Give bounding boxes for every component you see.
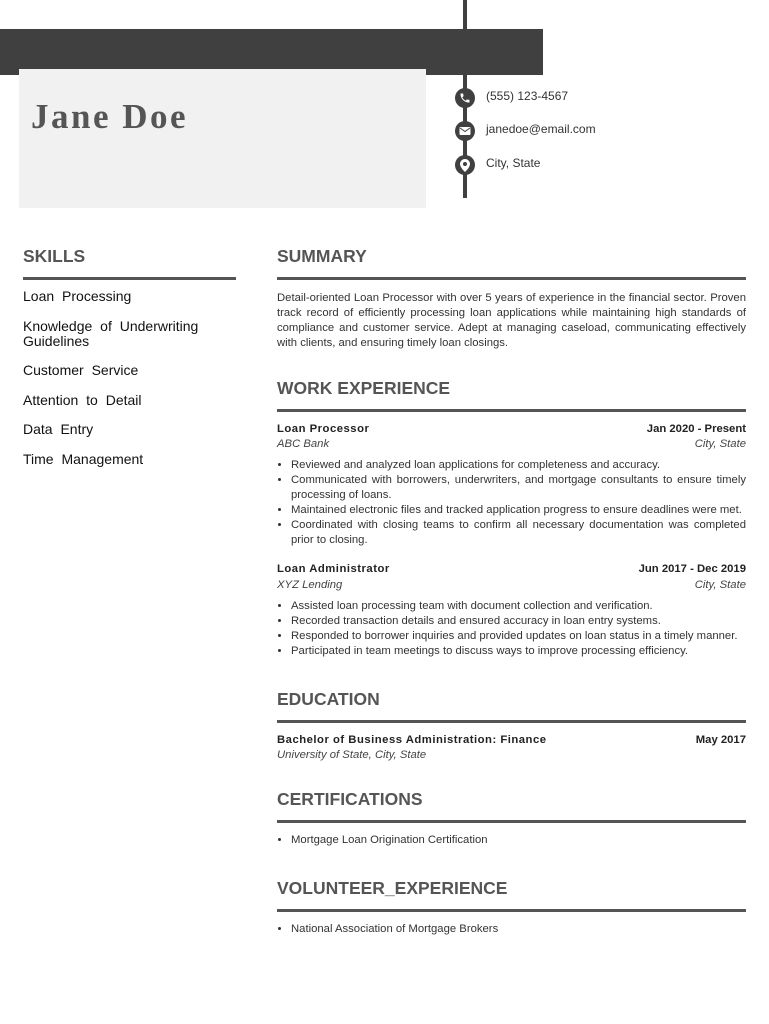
summary-heading: SUMMARY	[277, 246, 367, 266]
name-box	[19, 69, 426, 208]
divider	[277, 820, 746, 823]
skill-item: Loan Processing	[23, 288, 132, 304]
divider	[23, 277, 236, 280]
certification-item: • Mortgage Loan Origination Certification	[291, 833, 746, 848]
volunteer-list	[277, 922, 746, 937]
candidate-name: Jane Doe	[31, 97, 189, 136]
job-bullets	[277, 458, 746, 548]
phone-text: (555) 123-4567	[486, 89, 569, 103]
divider	[277, 909, 746, 912]
skills-heading: SKILLS	[23, 246, 86, 266]
job-title: Loan Administrator	[277, 563, 390, 575]
graduation-date: May 2017	[695, 734, 746, 746]
certifications-section	[277, 789, 746, 848]
work-heading: WORK EXPERIENCE	[277, 378, 451, 398]
skills-list	[23, 289, 236, 467]
skill-item: Customer Service	[23, 362, 139, 378]
job-location: City, State	[694, 438, 746, 450]
certifications-list	[277, 833, 746, 848]
skill-item: Data Entry	[23, 421, 94, 437]
skills-section	[23, 246, 236, 481]
email-icon	[455, 121, 475, 141]
location-text: City, State	[486, 156, 541, 170]
job-entry	[277, 422, 746, 548]
job-dates: Jan 2020 - Present	[646, 423, 746, 435]
volunteer-section	[277, 878, 746, 937]
divider	[277, 277, 746, 280]
skill-item: Attention to Detail	[23, 391, 142, 408]
summary-text: Detail-oriented Loan Processor with over 5 years of experience in the financial sector. Proven track record of efficiently processing loan applications while maintaining high standards of compliance and customer service. Adept at managing caseload, communicating effectively with clients, and ensuring timely loan closings.	[277, 292, 746, 349]
email-text: janedoe@email.com	[486, 122, 596, 136]
skill-item: Knowledge of Underwriting Guidelines	[23, 317, 199, 349]
phone-icon	[455, 88, 475, 108]
bullet-item: • Assisted loan processing team with document collection and verification.	[291, 599, 746, 614]
school: University of State, City, State	[277, 749, 427, 761]
divider	[277, 720, 746, 723]
volunteer-heading: VOLUNTEER_EXPERIENCE	[277, 878, 508, 898]
job-location: City, State	[694, 579, 746, 591]
job-title: Loan Processor	[277, 423, 370, 435]
degree: Bachelor of Business Administration: Finance	[277, 734, 547, 746]
bullet-item: • Communicated with borrowers, underwriters, and mortgage consultants to ensure timely processing of loans.	[291, 473, 746, 503]
job-dates: Jun 2017 - Dec 2019	[638, 563, 746, 575]
location-icon	[455, 155, 475, 175]
divider	[277, 409, 746, 412]
certifications-heading: CERTIFICATIONS	[277, 789, 423, 809]
job-company: ABC Bank	[277, 438, 330, 450]
main-column	[277, 246, 746, 937]
job-company: XYZ Lending	[277, 579, 343, 591]
contact-phone	[455, 88, 569, 108]
skill-item: Time Management	[23, 450, 144, 467]
bullet-item: • Coordinated with closing teams to confirm all necessary documentation was completed prior to closing.	[291, 518, 746, 548]
volunteer-item: • National Association of Mortgage Brokers	[291, 922, 746, 937]
job-entry	[277, 562, 746, 659]
education-entry	[277, 733, 746, 763]
work-section	[277, 378, 746, 659]
bullet-item: • Recorded transaction details and ensured accuracy in loan entry systems.	[291, 614, 746, 629]
bullet-item: • Responded to borrower inquiries and provided updates on loan status in a timely manner.	[291, 629, 746, 644]
contact-email	[455, 121, 596, 141]
summary-section	[277, 246, 746, 351]
bullet-item: • Maintained electronic files and tracked application progress to ensure deadlines were met.	[291, 503, 746, 518]
contact-location	[455, 155, 541, 175]
job-bullets	[277, 599, 746, 659]
bullet-item: • Reviewed and analyzed loan applications for completeness and accuracy.	[291, 458, 746, 473]
bullet-item: • Participated in team meetings to discuss ways to improve processing efficiency.	[291, 644, 746, 659]
education-section	[277, 689, 746, 763]
education-heading: EDUCATION	[277, 689, 380, 709]
